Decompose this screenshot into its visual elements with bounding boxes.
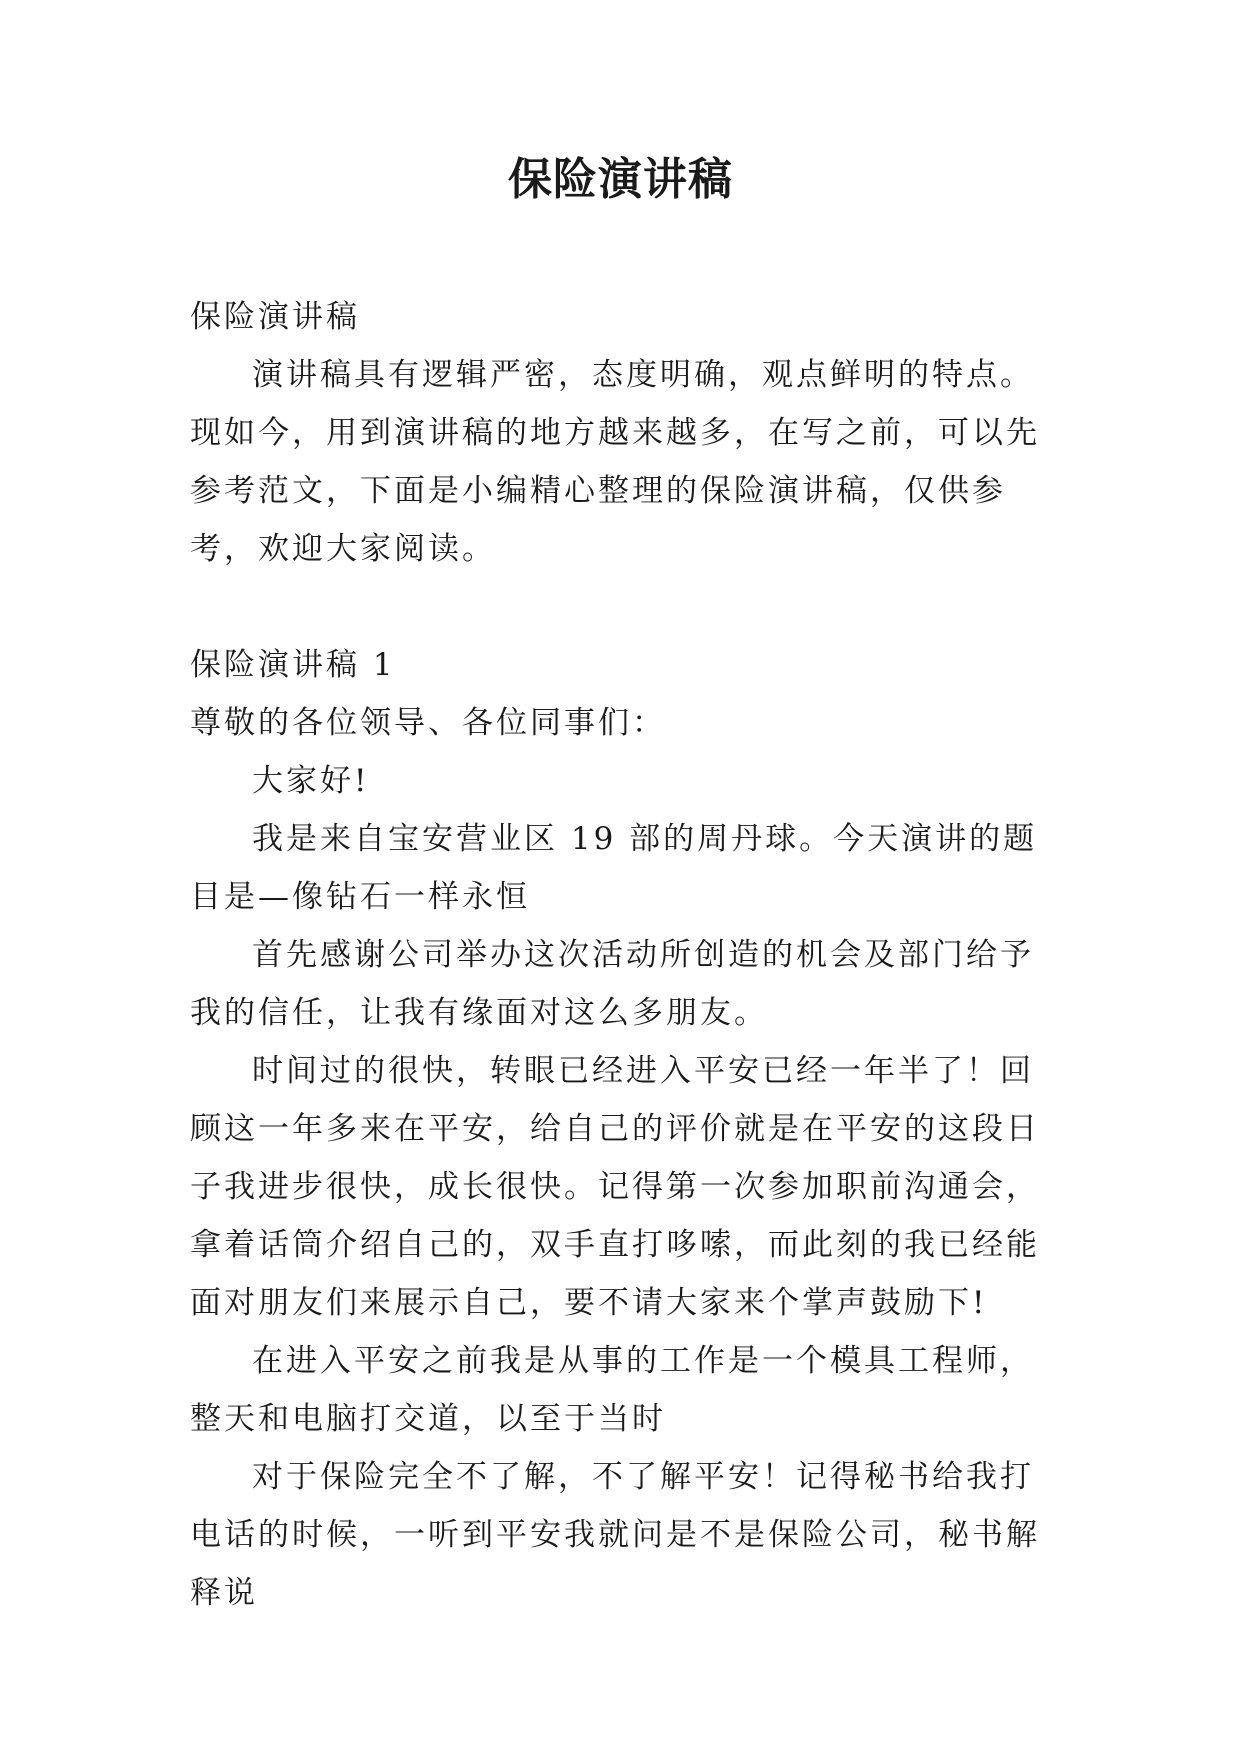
body-paragraph: 我是来自宝安营业区 19 部的周丹球。今天演讲的题目是—像钻石一样永恒 xyxy=(190,821,1038,915)
body-paragraph: 首先感谢公司举办这次活动所创造的机会及部门给予我的信任，让我有缘面对这么多朋友。 xyxy=(190,937,1034,1031)
intro-heading: 保险演讲稿 xyxy=(190,299,360,335)
body-paragraph: 对于保险完全不了解，不了解平安！记得秘书给我打电话的时候，一听到平安我就问是不是保险公司，秘书解释说 xyxy=(190,1459,1040,1611)
intro-paragraph: 演讲稿具有逻辑严密，态度明确，观点鲜明的特点。现如今，用到演讲稿的地方越来越多，在写之前，可以先参考范文，下面是小编精心整理的保险演讲稿，仅供参考，欢迎大家阅读。 xyxy=(190,357,1040,567)
greeting: 大家好! xyxy=(252,763,370,799)
salutation: 尊敬的各位领导、各位同事们： xyxy=(190,705,666,741)
body-paragraph: 时间过的很快，转眼已经进入平安已经一年半了！回顾这一年多来在平安，给自己的评价就是在平安的这段日子我进步很快，成长很快。记得第一次参加职前沟通会，拿着话筒介绍自己的，双手直打哆嗦，而此刻的我已经能面对朋友们来展示自己，要不请大家来个掌声鼓励下! xyxy=(190,1053,1040,1321)
body-paragraph: 在进入平安之前我是从事的工作是一个模具工程师，整天和电脑打交道，以至于当时 xyxy=(190,1343,1034,1437)
paragraph-spacer xyxy=(190,578,1060,636)
section-heading: 保险演讲稿 1 xyxy=(190,647,396,683)
document-body xyxy=(190,288,1060,1622)
document-title: 保险演讲稿 xyxy=(508,154,733,205)
